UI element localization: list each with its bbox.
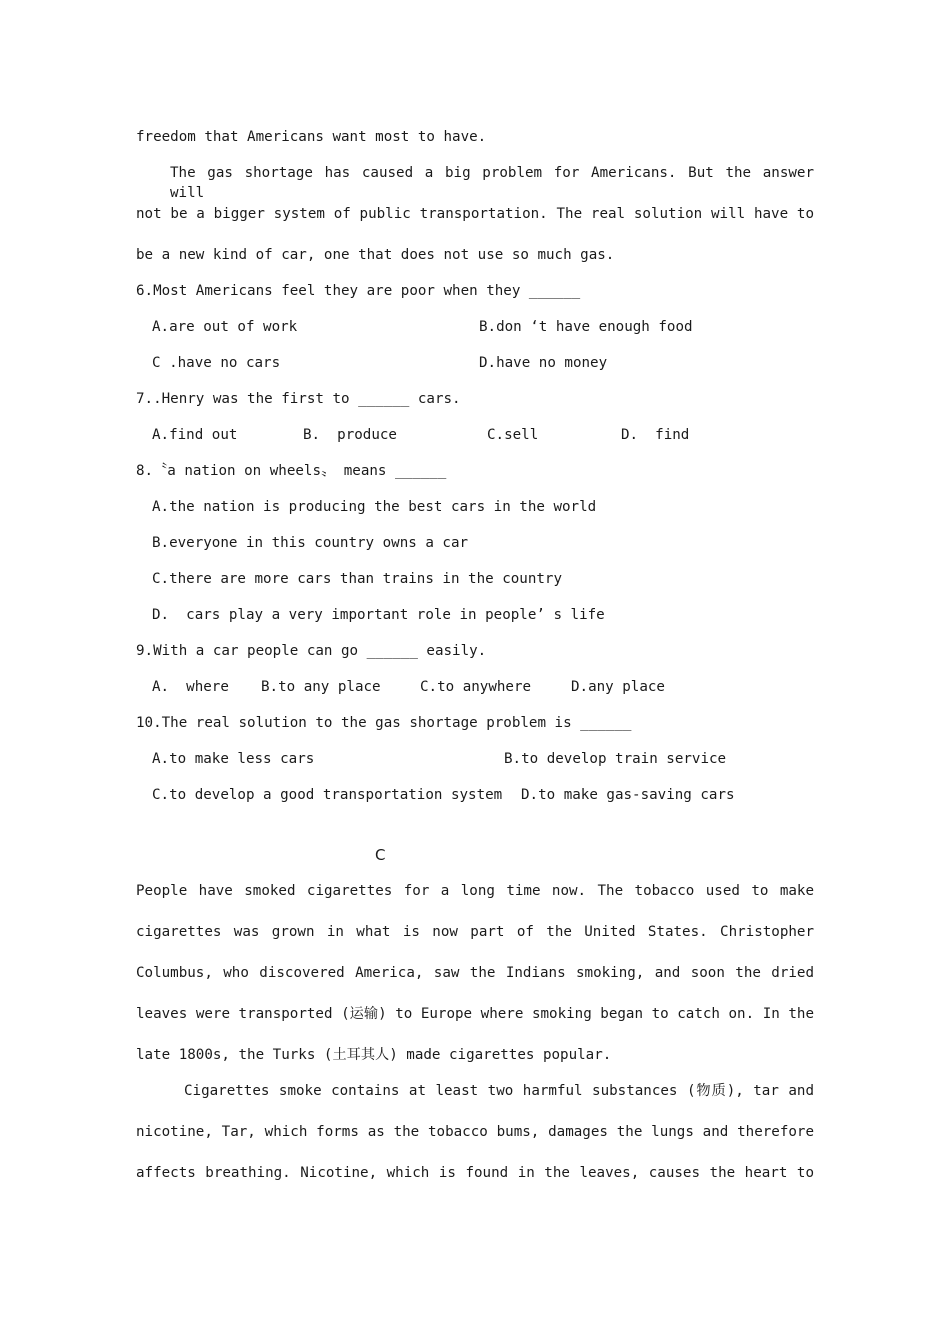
- passage-line: leaves were transported (运输) to Europe where smoking began to catch on. In the: [136, 1006, 814, 1022]
- option-c: C.to develop a good transportation system: [152, 787, 503, 803]
- passage-line: nicotine, Tar, which forms as the tobacco bums, damages the lungs and therefore: [136, 1124, 814, 1140]
- option-b: B.to develop train service: [504, 751, 727, 767]
- option-b: B.don ‘t have enough food: [479, 319, 693, 335]
- option-d: D.any place: [571, 679, 665, 695]
- passage-line: Columbus, who discovered America, saw the Indians smoking, and soon the dried: [136, 965, 814, 981]
- option-d: D.have no money: [479, 355, 608, 371]
- passage-line: late 1800s, the Turks (土耳其人) made cigarettes popular.: [136, 1047, 612, 1063]
- option-a: A. where: [152, 679, 229, 695]
- option-c: C.to anywhere: [420, 679, 532, 695]
- passage-line: not be a bigger system of public transportation. The real solution will have to: [136, 206, 814, 222]
- question-stem: 10.The real solution to the gas shortage problem is ______: [136, 715, 632, 731]
- passage-line: freedom that Americans want most to have.: [136, 129, 487, 145]
- option-b: B.to any place: [261, 679, 381, 695]
- question-stem: 6.Most Americans feel they are poor when they ______: [136, 283, 581, 299]
- option-a: A.find out: [152, 427, 238, 443]
- option-d: D.to make gas-saving cars: [521, 787, 735, 803]
- option-d: D. find: [621, 427, 690, 443]
- option-b: B. produce: [303, 427, 397, 443]
- option-a: A.to make less cars: [152, 751, 315, 767]
- section-heading: C: [375, 846, 386, 864]
- question-stem: 9.With a car people can go ______ easily.: [136, 643, 487, 659]
- passage-line: Cigarettes smoke contains at least two harmful substances (物质), tar and: [184, 1083, 814, 1099]
- passage-line: be a new kind of car, one that does not use so much gas.: [136, 247, 615, 263]
- option-c: C .have no cars: [152, 355, 281, 371]
- passage-line: affects breathing. Nicotine, which is found in the leaves, causes the heart to: [136, 1165, 814, 1181]
- passage-line: cigarettes was grown in what is now part of the United States. Christopher: [136, 924, 814, 940]
- option-c: C.there are more cars than trains in the country: [152, 571, 562, 587]
- question-stem: 7..Henry was the first to ______ cars.: [136, 391, 461, 407]
- option-a: A.the nation is producing the best cars in the world: [152, 499, 597, 515]
- option-a: A.are out of work: [152, 319, 298, 335]
- passage-line: People have smoked cigarettes for a long time now. The tobacco used to make: [136, 883, 814, 899]
- passage-line: The gas shortage has caused a big problem for Americans. But the answer will: [170, 165, 814, 201]
- option-d: D. cars play a very important role in people’ s life: [152, 607, 605, 623]
- option-b: B.everyone in this country owns a car: [152, 535, 469, 551]
- question-stem: 8.〝a nation on wheels〟 means ______: [136, 463, 447, 479]
- option-c: C.sell: [487, 427, 539, 443]
